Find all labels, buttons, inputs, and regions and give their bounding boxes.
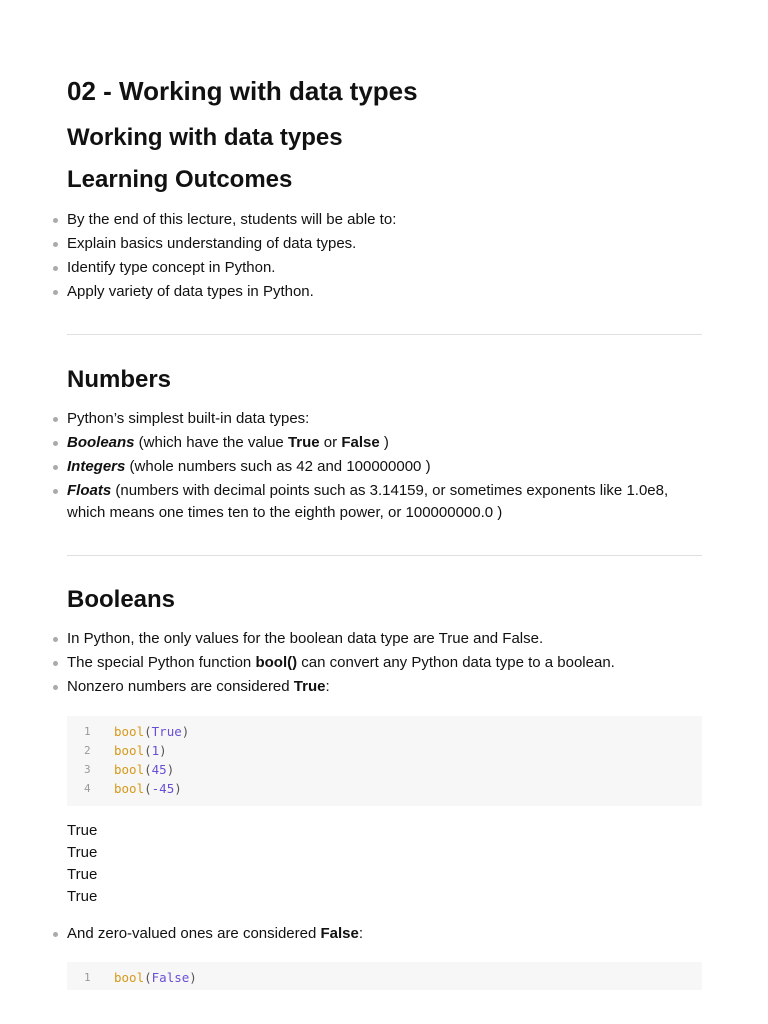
text: : [358,925,364,942]
code-line: 1 bool(True) [84,724,190,739]
divider [67,555,702,556]
list-item [32,652,667,674]
heading-learning-outcomes: Learning Outcomes [67,166,293,193]
text: (which have the value [134,434,288,451]
list-item: Explain basics understanding of data types. [67,233,702,255]
list-item [32,923,667,945]
text: or [319,434,342,451]
output-line: True [67,866,98,883]
code-arg: 45 [151,762,167,777]
code-fn: bool [114,970,145,985]
line-number: 1 [84,725,91,738]
text: ) [379,434,389,451]
line-number: 3 [84,763,91,776]
text: And zero-valued ones are considered [67,925,321,942]
outcomes-sublist [67,233,702,303]
code-term-bool: bool() [255,654,298,671]
value-false: False [341,434,380,451]
list-item: Identify type concept in Python. [67,257,702,279]
code-line: 4 bool(-45) [84,781,182,796]
list-item [32,408,667,524]
code-fn: bool [114,781,145,796]
term-booleans: Booleans [67,434,135,451]
numbers-intro: Python’s simplest built-in data types: [67,410,310,427]
text: (whole numbers such as 42 and 100000000 ) [125,458,431,475]
text: Nonzero numbers are considered [67,678,294,695]
heading-numbers: Numbers [67,366,172,393]
booleans-list [32,628,667,698]
term-integers: Integers [67,458,126,475]
output-line: True [67,844,98,861]
value-true: True [293,678,326,695]
code-output-1 [67,820,97,908]
code-line: 2 bool(1) [84,743,167,758]
list-item [32,209,667,303]
code-arg: False [151,970,190,985]
list-item-floats [67,480,702,524]
code-block-1[interactable] [67,716,702,806]
code-fn: bool [114,762,145,777]
code-block-2[interactable] [67,962,702,990]
text: : [325,678,330,695]
value-true: True [287,434,320,451]
booleans-list-2 [32,923,667,945]
line-number: 2 [84,744,91,757]
numbers-list [32,408,667,524]
line-number: 4 [84,782,91,795]
text: (numbers with decimal points such as 3.14159, or sometimes exponents like 1.0e8, which means one times ten to the eighth power, or 100000000.0 ) [67,482,669,521]
term-floats: Floats [67,482,112,499]
section-subtitle: Working with data types [67,124,343,151]
output-line: True [67,888,98,905]
outcomes-intro: By the end of this lecture, students will be able to: [67,211,397,228]
numbers-sublist [67,432,702,524]
code-fn: bool [114,743,145,758]
page-title: 02 - Working with data types [67,76,418,106]
code-arg: True [151,724,182,739]
divider [67,334,702,335]
code-arg: -45 [151,781,175,796]
code-arg: 1 [151,743,160,758]
list-item: In Python, the only values for the boolean data type are True and False. [32,628,667,650]
text: can convert any Python data type to a boolean. [297,654,615,671]
list-item-booleans [67,432,702,454]
list-item-integers [67,456,702,478]
line-number: 1 [84,971,91,984]
text: The special Python function [67,654,256,671]
heading-booleans: Booleans [67,586,176,613]
outcomes-list [32,209,667,303]
output-line: True [67,822,98,839]
code-line: 3 bool(45) [84,762,175,777]
code-fn: bool [114,724,145,739]
list-item [32,676,667,698]
value-false: False [320,925,359,942]
code-line: 1 bool(False) [84,970,197,985]
list-item: Apply variety of data types in Python. [67,281,702,303]
